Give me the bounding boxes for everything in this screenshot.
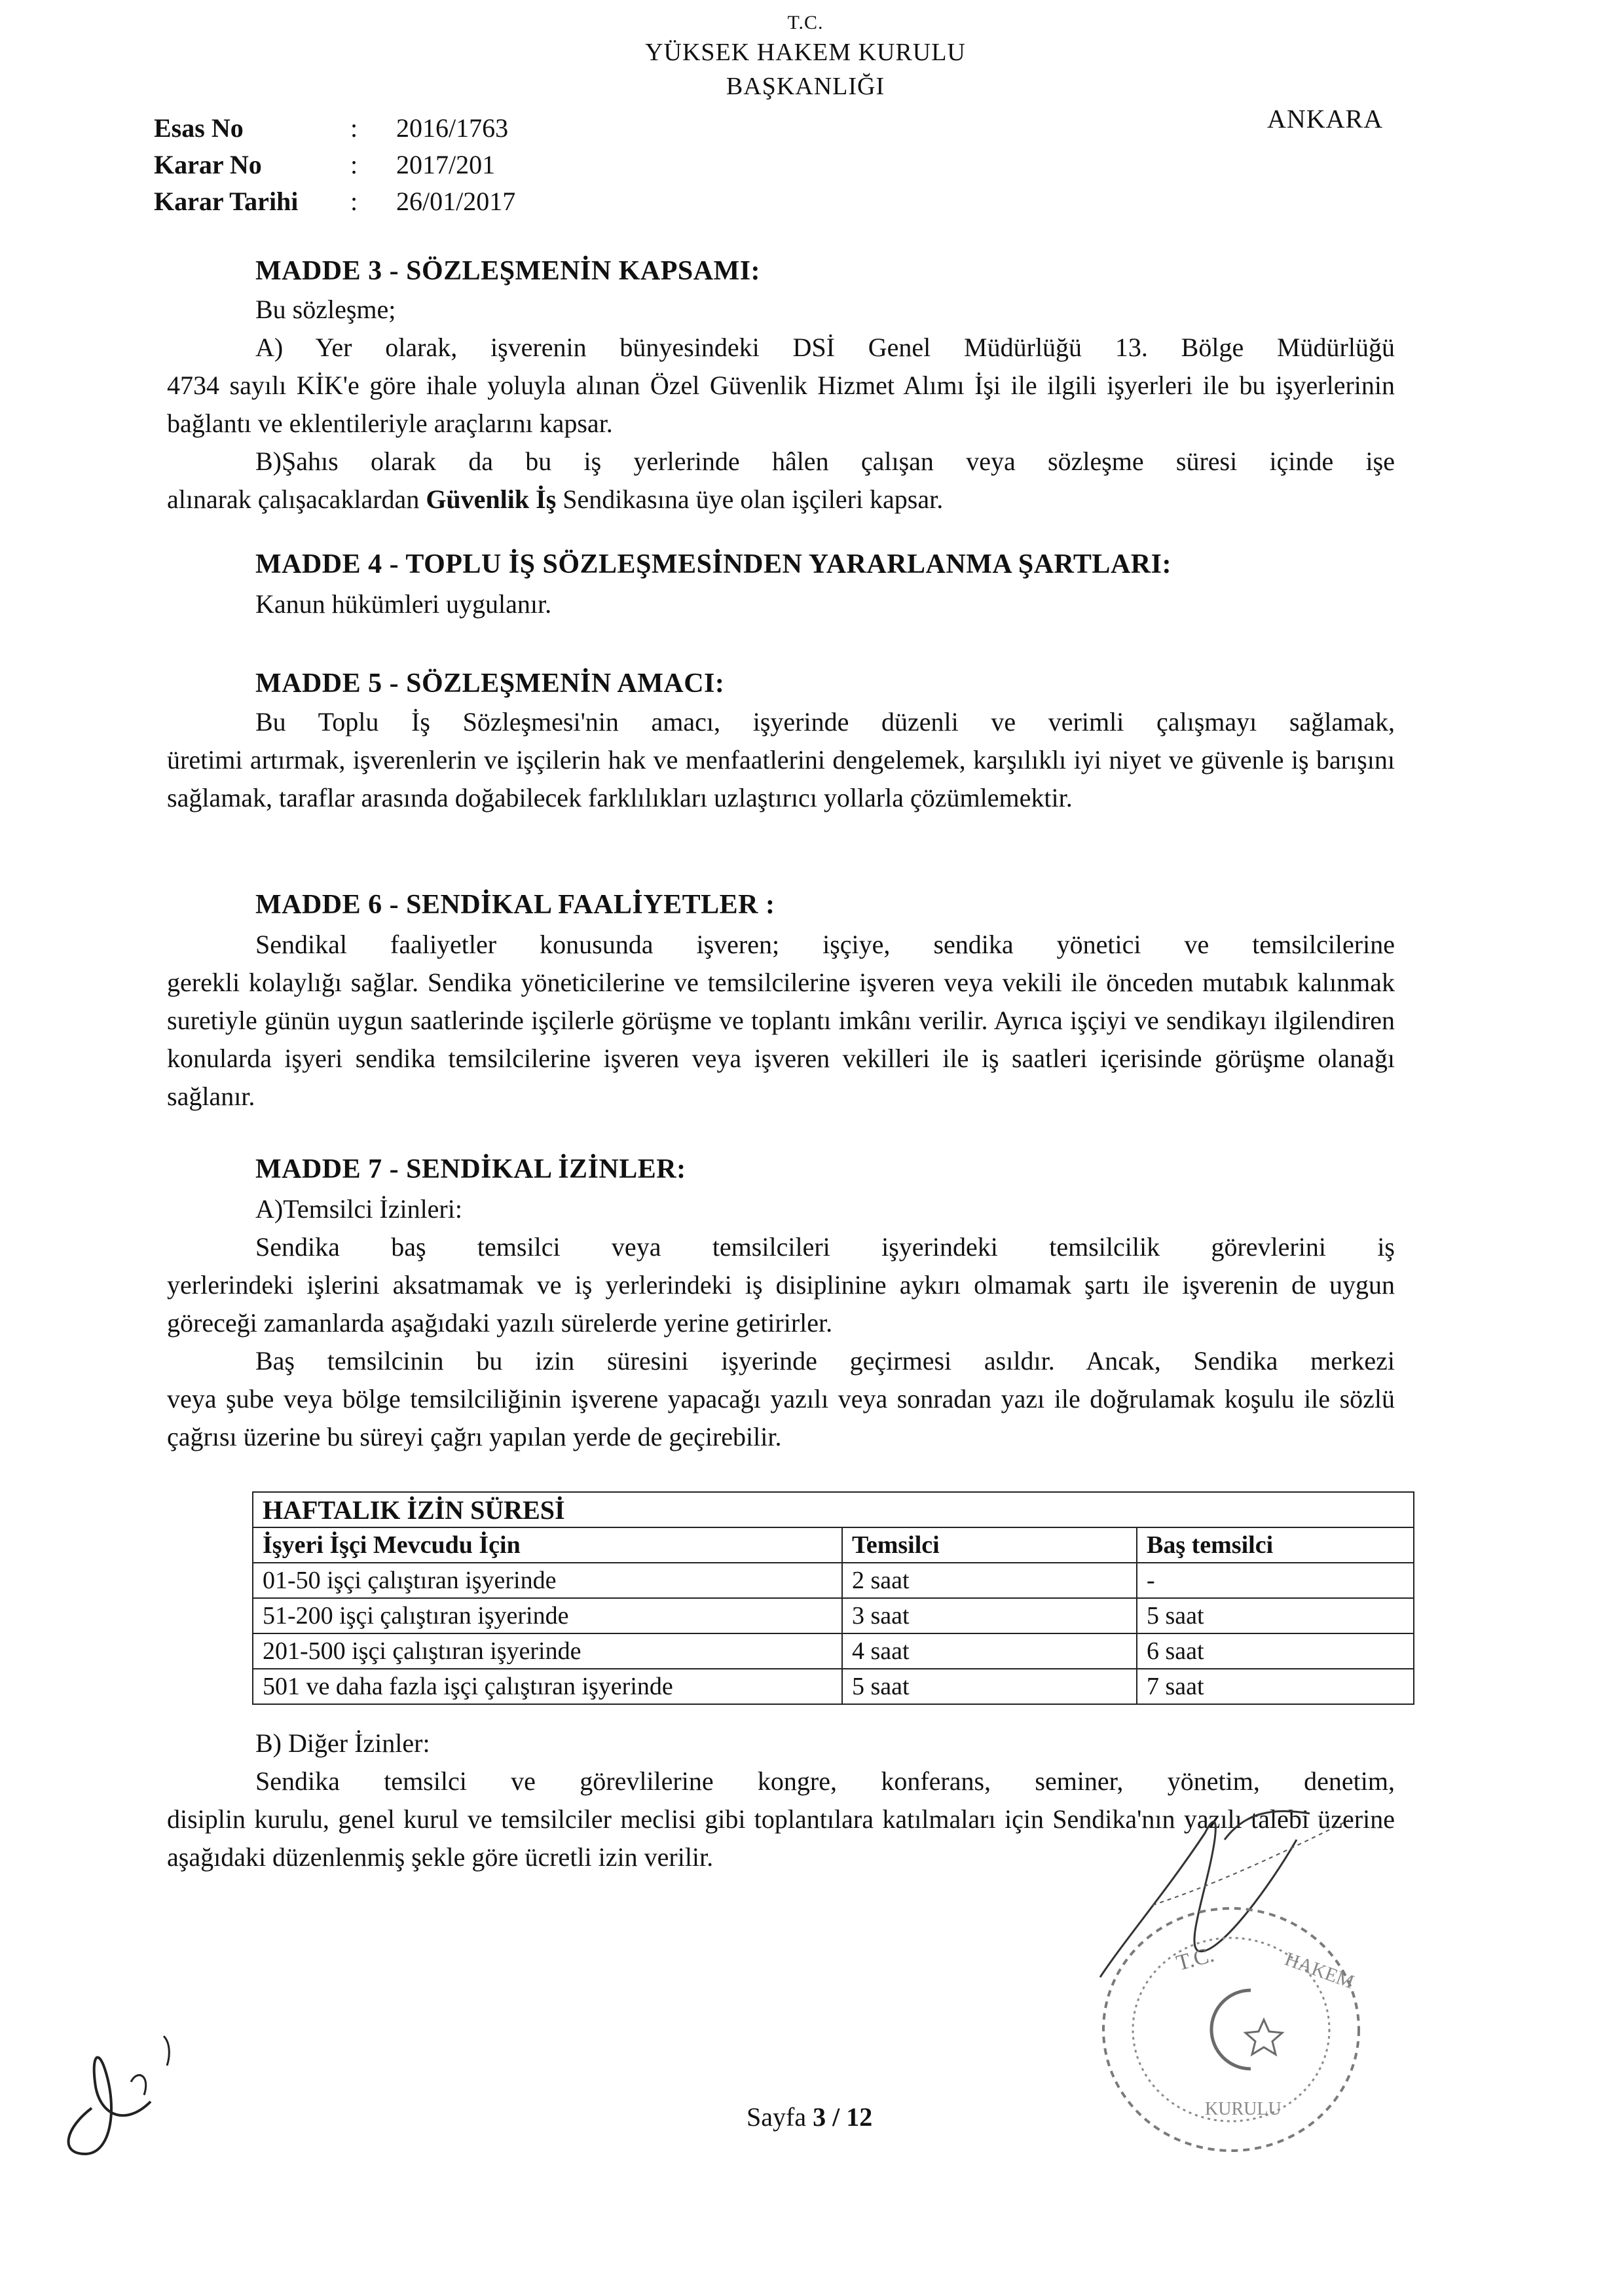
meta-value: 26/01/2017 — [396, 187, 516, 216]
article-3-b-text-end: Sendikasına üye olan işçileri kapsar. — [556, 484, 944, 514]
union-name: Güvenlik İş — [426, 484, 557, 514]
institution-subtitle: BAŞKANLIĞI — [726, 73, 885, 100]
meta-row — [154, 183, 515, 220]
column-header: Temsilci — [842, 1527, 1137, 1563]
table-cell: 7 saat — [1137, 1669, 1414, 1704]
margin-initials-signature — [39, 2030, 190, 2160]
meta-row — [154, 147, 515, 183]
article-4-text: Kanun hükümleri uygulanır. — [255, 589, 552, 619]
page-current: 3 — [813, 2102, 826, 2132]
city-name: ANKARA — [1267, 104, 1384, 134]
page-prefix: Sayfa — [747, 2102, 813, 2132]
table-cell: 6 saat — [1137, 1633, 1414, 1669]
table-cell: 3 saat — [842, 1598, 1137, 1633]
article-7-p2-first-line: Baş temsilcinin bu izin süresini işyerinde geçirmesi asıldır. Ancak, Sendika merkezi — [255, 1346, 1395, 1376]
meta-colon: : — [350, 150, 358, 179]
table-title: HAFTALIK İZİN SÜRESİ — [253, 1492, 1414, 1527]
article-3-b-first-line: B)Şahıs olarak da bu iş yerlerinde hâlen çalışan veya sözleşme süresi içinde işe — [255, 446, 1395, 476]
meta-colon: : — [350, 187, 358, 216]
case-meta — [154, 110, 515, 220]
article-7-p1-first-line: Sendika baş temsilci veya temsilcileri işyerindeki temsilcilik görevlerini iş — [255, 1232, 1395, 1262]
table-cell: 5 saat — [842, 1669, 1137, 1704]
institution-name: YÜKSEK HAKEM KURULU — [645, 39, 966, 66]
article-6-title: MADDE 6 - SENDİKAL FAALİYETLER : — [255, 890, 775, 920]
article-5-title: MADDE 5 - SÖZLEŞMENİN AMACI: — [255, 668, 725, 699]
official-seal-stamp — [1074, 1892, 1382, 2167]
meta-label: Esas No — [154, 113, 244, 143]
meta-row — [154, 110, 515, 147]
table-cell: 4 saat — [842, 1633, 1137, 1669]
republic-abbrev: T.C. — [787, 12, 824, 33]
meta-value: 2017/201 — [396, 150, 496, 179]
article-7-p3-body: disiplin kurulu, genel kurul ve temsilciler meclisi gibi toplantılara katılmaları için Sendika'nın yazılı talebi üzerine aşağıdaki düzenlenmiş şekle göre ücretli izin verilir. — [167, 1804, 1395, 1872]
table-cell: 01-50 işçi çalıştıran işyerinde — [253, 1563, 842, 1598]
article-3-b-text: alınarak çalışacaklardan — [167, 484, 426, 514]
table-cell: - — [1137, 1563, 1414, 1598]
meta-colon: : — [350, 113, 358, 143]
article-3-b-body — [167, 481, 1395, 519]
article-5-first-line: Bu Toplu İş Sözleşmesi'nin amacı, işyerinde düzenli ve verimli çalışmayı sağlamak, — [255, 707, 1395, 737]
table-row — [253, 1598, 1414, 1633]
weekly-leave-table — [252, 1491, 1414, 1705]
column-header: Baş temsilci — [1137, 1527, 1414, 1563]
article-5-body: üretimi artırmak, işverenlerin ve işçilerin hak ve menfaatlerini dengelemek, karşılıklı iyi niyet ve güvenle iş barışını sağlamak, taraflar arasında doğabilecek farklılıkları uzlaştırıcı yollarla çözümlemektir. — [167, 745, 1395, 812]
article-7-p2-body: veya şube veya bölge temsilciliğinin işverene yapacağı yazılı veya sonradan yazı ile doğrulamak koşulu ile sözlü çağrısı üzerine bu süreyi çağrı yapılan yerde de geçirebilir. — [167, 1384, 1395, 1451]
table-cell: 201-500 işçi çalıştıran işyerinde — [253, 1633, 842, 1669]
article-7-p1-body: yerlerindeki işlerini aksatmamak ve iş yerlerindeki iş disiplinine aykırı olmamak şartı ile işverenin de uygun göreceği zamanlarda aşağıdaki yazılı sürelerde yerine getirirler. — [167, 1270, 1395, 1338]
page-number — [747, 2102, 872, 2132]
article-3-title: MADDE 3 - SÖZLEŞMENİN KAPSAMI: — [255, 256, 761, 286]
article-6-body: gerekli kolaylığı sağlar. Sendika yöneticilerine ve temsilcilerine işveren veya vekili ile önceden mutabık kalınmak suretiyle günün uygun saatlerinde işçilerle görüşme ve toplantı imkânı verilir. Ayrıca işçiyi ve sendikayı ilgilendiren konularda işyeri sendika temsilcilerine işveren veya işveren vekilleri ile iş saatleri içerisinde görüşme olanağı sağlanır. — [167, 968, 1395, 1111]
article-7-p3-first-line: Sendika temsilci ve görevlilerine kongre, konferans, seminer, yönetim, denetim, — [255, 1766, 1395, 1796]
article-7-subtitle-b: B) Diğer İzinler: — [255, 1728, 430, 1758]
meta-value: 2016/1763 — [396, 113, 509, 143]
article-3-a-body: 4734 sayılı KİK'e göre ihale yoluyla alınan Özel Güvenlik Hizmet Alımı İşi ile ilgili işyerleri ile bu işyerlerinin bağlantı ve eklentileriyle araçlarını kapsar. — [167, 371, 1395, 438]
svg-text:KURULU: KURULU — [1205, 2099, 1282, 2119]
table-row — [253, 1563, 1414, 1598]
meta-label: Karar Tarihi — [154, 187, 299, 216]
article-7-subtitle-a: A)Temsilci İzinleri: — [255, 1194, 462, 1224]
article-4-title: MADDE 4 - TOPLU İŞ SÖZLEŞMESİNDEN YARARLANMA ŞARTLARI: — [255, 549, 1172, 579]
meta-label: Karar No — [154, 150, 262, 179]
article-6-first-line: Sendikal faaliyetler konusunda işveren; işçiye, sendika yönetici ve temsilcilerine — [255, 930, 1395, 959]
table-title-row — [253, 1492, 1414, 1527]
article-3-intro: Bu sözleşme; — [255, 295, 396, 324]
column-header: İşyeri İşçi Mevcudu İçin — [253, 1527, 842, 1563]
table-cell: 501 ve daha fazla işçi çalıştıran işyerinde — [253, 1669, 842, 1704]
article-7-title: MADDE 7 - SENDİKAL İZİNLER: — [255, 1154, 686, 1184]
table-cell: 2 saat — [842, 1563, 1137, 1598]
table-row — [253, 1669, 1414, 1704]
page-separator: / — [826, 2102, 847, 2132]
article-3-a-first-line: A) Yer olarak, işverenin bünyesindeki DSİ Genel Müdürlüğü 13. Bölge Müdürlüğü — [255, 333, 1395, 362]
svg-text:HAKEM: HAKEM — [1282, 1948, 1357, 1994]
table-header-row — [253, 1527, 1414, 1563]
svg-text:T.C.: T.C. — [1173, 1942, 1217, 1976]
table-row — [253, 1633, 1414, 1669]
table-cell: 5 saat — [1137, 1598, 1414, 1633]
table-cell: 51-200 işçi çalıştıran işyerinde — [253, 1598, 842, 1633]
page-total: 12 — [846, 2102, 873, 2132]
